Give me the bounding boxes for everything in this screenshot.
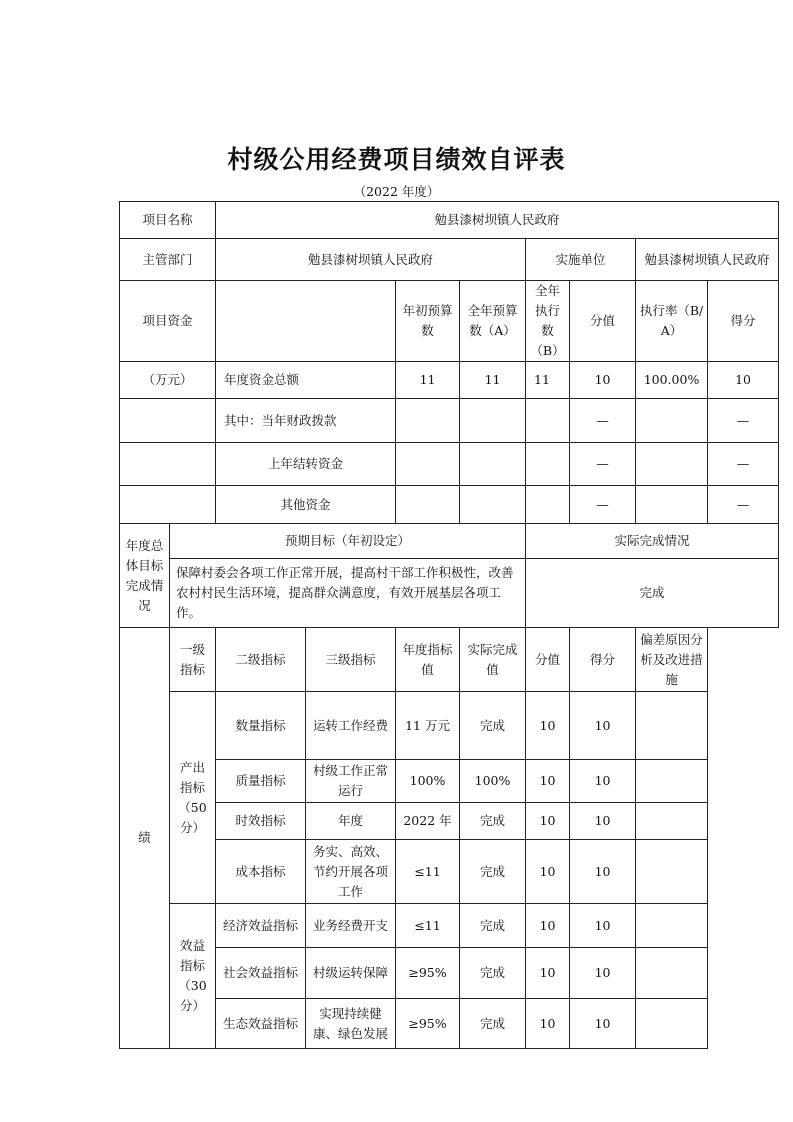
total-rate: 100.00% bbox=[636, 362, 708, 399]
indicator-reason bbox=[636, 760, 708, 803]
indicator-reason bbox=[636, 840, 708, 904]
indicator-actual: 完成 bbox=[460, 803, 526, 840]
indicator-score: 10 bbox=[526, 692, 570, 760]
indicator-got: 10 bbox=[570, 948, 636, 999]
indicator-l3: 业务经费开支 bbox=[306, 904, 396, 948]
indicator-score: 10 bbox=[526, 948, 570, 999]
perf-hdr-score: 分值 bbox=[526, 628, 570, 692]
row-funds-other bbox=[120, 486, 779, 524]
goals-expected-label: 预期目标（年初设定） bbox=[170, 524, 526, 559]
indicator-target: 11 万元 bbox=[396, 692, 460, 760]
perf-hdr-got: 得分 bbox=[570, 628, 636, 692]
perf-label: 绩 bbox=[120, 628, 170, 1049]
indicator-l3: 村级工作正常运行 bbox=[306, 760, 396, 803]
funds-blank bbox=[216, 281, 396, 362]
total-initial: 11 bbox=[396, 362, 460, 399]
hdr-annual-budget: 全年预算数（A） bbox=[460, 281, 526, 362]
indicator-target: 2022 年 bbox=[396, 803, 460, 840]
perf-hdr-target: 年度指标值 bbox=[396, 628, 460, 692]
fiscal-got: — bbox=[708, 399, 779, 443]
row-funds-fiscal bbox=[120, 399, 779, 443]
report-year: （2022 年度） bbox=[353, 184, 440, 199]
table-row bbox=[120, 948, 779, 999]
indicator-reason bbox=[636, 904, 708, 948]
indicator-target: ≤11 bbox=[396, 904, 460, 948]
evaluation-table bbox=[119, 201, 779, 1049]
hdr-got: 得分 bbox=[708, 281, 779, 362]
total-label: 年度资金总额 bbox=[216, 362, 396, 399]
perf-hdr-l2: 二级指标 bbox=[216, 628, 306, 692]
row-perf-header bbox=[120, 628, 779, 692]
indicator-target: 100% bbox=[396, 760, 460, 803]
table-row bbox=[120, 803, 779, 840]
output-label: 产出指标（50分） bbox=[170, 692, 216, 904]
dept-label: 主管部门 bbox=[120, 239, 216, 281]
indicator-score: 10 bbox=[526, 803, 570, 840]
project-name-value: 勉县漆树坝镇人民政府 bbox=[216, 202, 779, 239]
indicator-got: 10 bbox=[570, 803, 636, 840]
indicator-score: 10 bbox=[526, 999, 570, 1049]
indicator-got: 10 bbox=[570, 999, 636, 1049]
carry-got: — bbox=[708, 443, 779, 486]
hdr-score: 分值 bbox=[570, 281, 636, 362]
indicator-reason bbox=[636, 803, 708, 840]
indicator-score: 10 bbox=[526, 904, 570, 948]
total-got: 10 bbox=[708, 362, 779, 399]
row-department bbox=[120, 239, 779, 281]
indicator-l2: 社会效益指标 bbox=[216, 948, 306, 999]
hdr-exec-rate: 执行率（B/A） bbox=[636, 281, 708, 362]
indicator-target: ≤11 bbox=[396, 840, 460, 904]
row-funds-header bbox=[120, 281, 779, 362]
row-goals-content bbox=[120, 559, 779, 628]
indicator-actual: 完成 bbox=[460, 999, 526, 1049]
perf-hdr-reason: 偏差原因分析及改进措施 bbox=[636, 628, 708, 692]
indicator-l3: 务实、高效、节约开展各项工作 bbox=[306, 840, 396, 904]
table-row bbox=[120, 999, 779, 1049]
total-annual: 11 bbox=[460, 362, 526, 399]
row-funds-total bbox=[120, 362, 779, 399]
indicator-l3: 村级运转保障 bbox=[306, 948, 396, 999]
goals-actual-label: 实际完成情况 bbox=[526, 524, 779, 559]
indicator-got: 10 bbox=[570, 904, 636, 948]
other-label: 其他资金 bbox=[216, 486, 396, 524]
indicator-target: ≥95% bbox=[396, 948, 460, 999]
carry-score: — bbox=[570, 443, 636, 486]
total-executed: 11 bbox=[526, 362, 570, 399]
fiscal-score: — bbox=[570, 399, 636, 443]
indicator-l3: 运转工作经费 bbox=[306, 692, 396, 760]
row-project-name bbox=[120, 202, 779, 239]
indicator-got: 10 bbox=[570, 760, 636, 803]
table-row bbox=[120, 692, 779, 760]
page-title: 村级公用经费项目绩效自评表 bbox=[227, 145, 566, 174]
indicator-got: 10 bbox=[570, 840, 636, 904]
indicator-actual: 完成 bbox=[460, 692, 526, 760]
indicator-target: ≥95% bbox=[396, 999, 460, 1049]
table-row bbox=[120, 904, 779, 948]
indicator-l2: 质量指标 bbox=[216, 760, 306, 803]
indicator-actual: 100% bbox=[460, 760, 526, 803]
carry-label: 上年结转资金 bbox=[216, 443, 396, 486]
goals-expected: 保障村委会各项工作正常开展，提高村干部工作积极性，改善农村村民生活环境，提高群众满意度，有效开展基层各项工作。 bbox=[170, 559, 526, 628]
row-funds-carryover bbox=[120, 443, 779, 486]
indicator-actual: 完成 bbox=[460, 840, 526, 904]
indicator-score: 10 bbox=[526, 760, 570, 803]
indicator-l3: 实现持续健康、绿色发展 bbox=[306, 999, 396, 1049]
impl-label: 实施单位 bbox=[526, 239, 636, 281]
project-name-label: 项目名称 bbox=[120, 202, 216, 239]
indicator-l2: 经济效益指标 bbox=[216, 904, 306, 948]
indicator-l3: 年度 bbox=[306, 803, 396, 840]
indicator-l2: 生态效益指标 bbox=[216, 999, 306, 1049]
goals-label: 年度总体目标完成情况 bbox=[120, 524, 170, 628]
hdr-executed: 全年执行数（B） bbox=[526, 281, 570, 362]
perf-hdr-l1: 一级指标 bbox=[170, 628, 216, 692]
goals-actual: 完成 bbox=[526, 559, 779, 628]
indicator-score: 10 bbox=[526, 840, 570, 904]
indicator-reason bbox=[636, 999, 708, 1049]
indicator-got: 10 bbox=[570, 692, 636, 760]
indicator-reason bbox=[636, 692, 708, 760]
indicator-actual: 完成 bbox=[460, 948, 526, 999]
indicator-l2: 数量指标 bbox=[216, 692, 306, 760]
hdr-initial-budget: 年初预算数 bbox=[396, 281, 460, 362]
table-row bbox=[120, 760, 779, 803]
indicator-l2: 成本指标 bbox=[216, 840, 306, 904]
indicator-l2: 时效指标 bbox=[216, 803, 306, 840]
row-goals-header bbox=[120, 524, 779, 559]
other-score: — bbox=[570, 486, 636, 524]
impl-value: 勉县漆树坝镇人民政府 bbox=[636, 239, 779, 281]
other-got: — bbox=[708, 486, 779, 524]
indicator-reason bbox=[636, 948, 708, 999]
dept-value: 勉县漆树坝镇人民政府 bbox=[216, 239, 526, 281]
perf-hdr-l3: 三级指标 bbox=[306, 628, 396, 692]
perf-hdr-actual: 实际完成值 bbox=[460, 628, 526, 692]
fiscal-label: 其中：当年财政拨款 bbox=[216, 399, 396, 443]
table-row bbox=[120, 840, 779, 904]
total-score: 10 bbox=[570, 362, 636, 399]
benefit-label: 效益指标（30分） bbox=[170, 904, 216, 1049]
funds-unit: （万元） bbox=[120, 362, 216, 399]
indicator-actual: 完成 bbox=[460, 904, 526, 948]
funds-label: 项目资金 bbox=[120, 281, 216, 362]
